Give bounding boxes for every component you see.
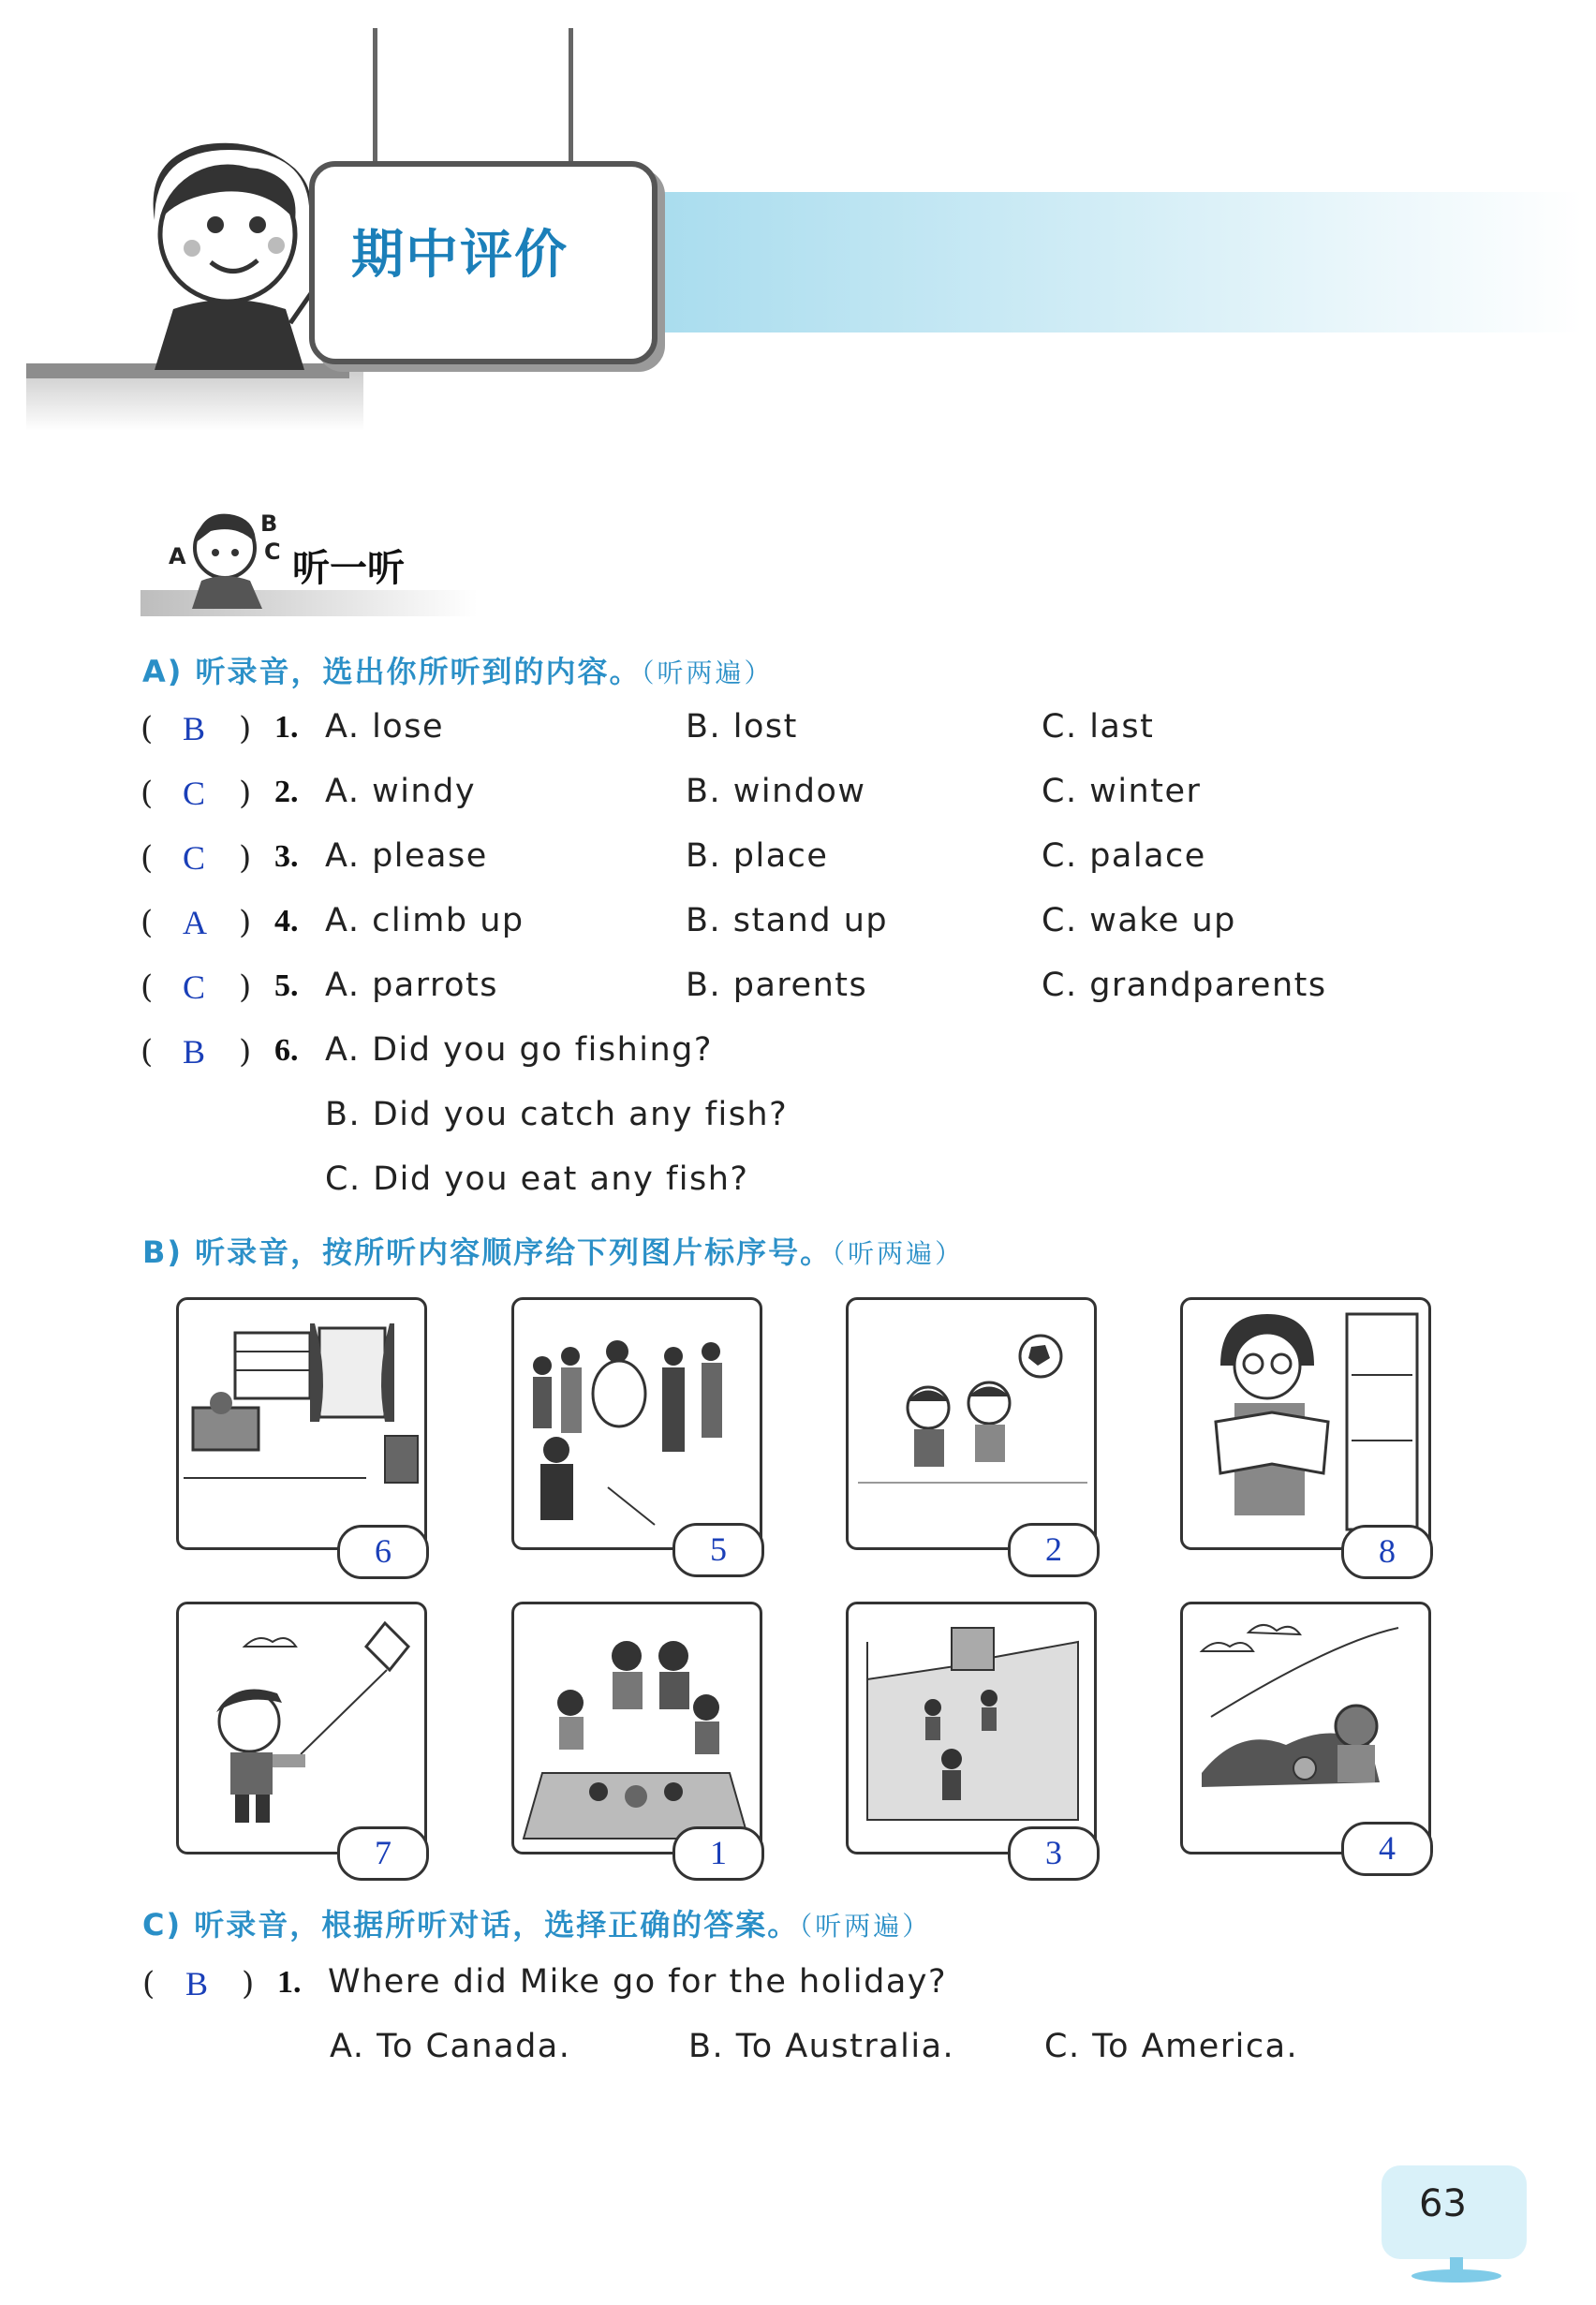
option-a: A. windy xyxy=(325,773,477,810)
page-number: 63 xyxy=(1419,2182,1467,2225)
question-text: Where did Mike go for the holiday? xyxy=(328,1963,948,2001)
picture-number-badge: 6 xyxy=(337,1525,429,1579)
crowd-picture xyxy=(514,1300,760,1547)
answer-paren-close: ) xyxy=(239,710,252,747)
option-b: B. window xyxy=(686,773,866,810)
picture-picnic xyxy=(511,1602,762,1854)
section-deco-letter: B xyxy=(260,510,278,537)
part-b-instruction xyxy=(142,1229,964,1272)
answer-paren-open: ( xyxy=(140,904,154,941)
sign-wire-right xyxy=(569,28,573,164)
page-number-stand-icon xyxy=(1405,2257,1508,2285)
answer-value: B xyxy=(185,1965,209,2002)
part-b-note: （听两遍） xyxy=(832,1238,965,1269)
part-a-instruction xyxy=(142,648,774,691)
picture-number-badge: 1 xyxy=(672,1826,764,1881)
living-room-picture xyxy=(179,1300,424,1547)
answer-value: C xyxy=(183,839,206,877)
sign-wire-left xyxy=(373,28,377,164)
answer-paren-close: ) xyxy=(239,775,252,812)
option-c: C. winter xyxy=(1042,773,1202,810)
fishing-picture xyxy=(1183,1604,1428,1852)
answer-paren-open: ( xyxy=(140,839,154,877)
option-b: B. Did you catch any fish? xyxy=(325,1096,789,1133)
picture-fishing xyxy=(1180,1602,1431,1854)
part-c-instruction xyxy=(142,1901,931,1944)
picture-football-kids xyxy=(846,1297,1097,1550)
section-deco-letter: C xyxy=(264,539,281,565)
part-a-instruction-text: A) 听录音，选出你所听到的内容。 xyxy=(142,654,642,689)
picture-crowd xyxy=(511,1297,762,1550)
option-b: B. stand up xyxy=(686,902,889,939)
question-number: 1. xyxy=(274,710,299,745)
option-a: A. please xyxy=(325,837,488,875)
answer-paren-open: ( xyxy=(140,968,154,1006)
option-c: C. grandparents xyxy=(1042,967,1327,1004)
picture-great-wall xyxy=(846,1602,1097,1854)
option-c: C. To America. xyxy=(1044,2028,1299,2065)
answer-paren-close: ) xyxy=(239,1033,252,1071)
teacher-illustration xyxy=(117,131,342,375)
answer-paren-open: ( xyxy=(142,1965,155,2002)
kite-boy-picture xyxy=(179,1604,424,1852)
picture-living-room xyxy=(176,1297,427,1550)
answer-paren-close: ) xyxy=(239,904,252,941)
option-b: B. parents xyxy=(686,967,868,1004)
header-band xyxy=(646,192,1583,332)
option-a: A. To Canada. xyxy=(330,2028,571,2065)
option-c: C. wake up xyxy=(1042,902,1236,939)
picture-kite-boy xyxy=(176,1602,427,1854)
part-c-note: （听两遍） xyxy=(799,1911,932,1942)
picture-number-badge: 3 xyxy=(1008,1826,1100,1881)
option-c: C. last xyxy=(1042,708,1155,746)
answer-paren-close: ) xyxy=(239,839,252,877)
section-title: 听一听 xyxy=(292,547,405,590)
picture-number-badge: 7 xyxy=(337,1826,429,1881)
answer-paren-open: ( xyxy=(140,710,154,747)
answer-value: B xyxy=(183,710,206,747)
answer-value: A xyxy=(183,904,207,941)
picture-number-badge: 4 xyxy=(1341,1822,1433,1876)
option-b: B. place xyxy=(686,837,829,875)
answer-value: C xyxy=(183,775,206,812)
answer-value: C xyxy=(183,968,206,1006)
question-number: 1. xyxy=(277,1965,302,2000)
picture-reading-woman xyxy=(1180,1297,1431,1550)
question-number: 6. xyxy=(274,1033,299,1068)
section-deco-letter: A xyxy=(169,543,186,569)
picnic-picture xyxy=(514,1604,760,1852)
answer-value: B xyxy=(183,1033,206,1071)
option-a: A. Did you go fishing? xyxy=(325,1031,713,1069)
football-kids-picture xyxy=(849,1300,1094,1547)
option-a: A. lose xyxy=(325,708,444,746)
part-b-instruction-text: B) 听录音，按所听内容顺序给下列图片标序号。 xyxy=(142,1234,833,1270)
question-number: 3. xyxy=(274,839,299,874)
picture-number-badge: 8 xyxy=(1341,1525,1433,1579)
option-a: A. parrots xyxy=(325,967,499,1004)
question-number: 5. xyxy=(274,968,299,1003)
answer-paren-close: ) xyxy=(242,1965,255,2002)
option-a: A. climb up xyxy=(325,902,525,939)
great-wall-picture xyxy=(849,1604,1094,1852)
reading-woman-picture xyxy=(1183,1300,1428,1547)
page-title: 期中评价 xyxy=(351,225,569,286)
answer-paren-open: ( xyxy=(140,1033,154,1071)
part-c-instruction-text: C) 听录音，根据所听对话，选择正确的答案。 xyxy=(142,1907,800,1943)
picture-number-badge: 2 xyxy=(1008,1523,1100,1577)
option-b: B. lost xyxy=(686,708,798,746)
answer-paren-close: ) xyxy=(239,968,252,1006)
part-a-note: （听两遍） xyxy=(641,658,774,688)
question-number: 2. xyxy=(274,775,299,809)
answer-paren-open: ( xyxy=(140,775,154,812)
option-c: C. palace xyxy=(1042,837,1206,875)
question-number: 4. xyxy=(274,904,299,938)
option-b: B. To Australia. xyxy=(688,2028,955,2065)
option-c: C. Did you eat any fish? xyxy=(325,1160,749,1198)
picture-number-badge: 5 xyxy=(672,1523,764,1577)
